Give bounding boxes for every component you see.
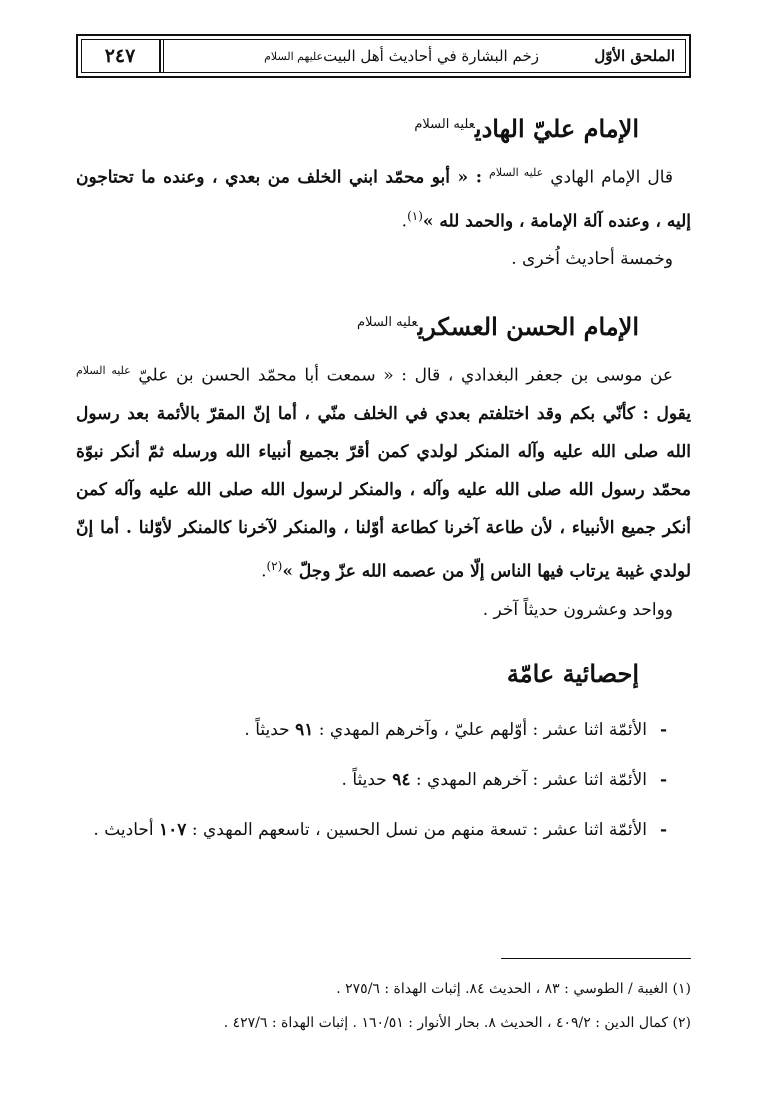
hadith-lead: قال الإمام الهادي — [550, 167, 674, 188]
footnote-1: (١) الغيبة / الطوسي : ٨٣ ، الحديث ٨٤. إثبات الهداة : ٢٧٥/٦ . — [336, 981, 691, 997]
header-divider — [163, 39, 164, 73]
honorific-glyph: عليه السلام — [357, 315, 418, 331]
section-heading-text: الإمام عليّ الهادي — [474, 114, 639, 143]
bullet-dash: - — [659, 819, 667, 840]
honorific-glyph: عليه السلام — [414, 117, 475, 132]
period: . — [261, 561, 267, 582]
hadith-lead: عن موسى بن جعفر البغدادي ، قال : « سمعت أبا محمّد الحسن بن عليّ — [138, 365, 674, 386]
running-title — [264, 36, 539, 76]
stats-item-text: الأئمّة اثنا عشر : آخرهم المهدي : — [415, 769, 647, 790]
honorific-glyph: عليه السلام — [76, 364, 131, 378]
spacer — [76, 278, 691, 298]
bullet-dash: - — [659, 719, 667, 740]
stats-item-number: ١٠٧ — [159, 819, 187, 840]
honorific-glyph: عليهم السلام — [264, 49, 324, 63]
stats-item-suffix: حديثاً . — [341, 769, 387, 790]
period: . — [401, 211, 408, 232]
stats-item-number: ٩٤ — [392, 769, 411, 790]
section-heading-hadi — [76, 100, 691, 154]
stats-item-suffix: حديثاً . — [244, 719, 290, 740]
page-number: ٢٤٧ — [81, 39, 161, 73]
section-heading-text: الإمام الحسن العسكري — [417, 312, 639, 342]
stats-heading: إحصائية عامّة — [506, 658, 639, 688]
stats-item — [76, 811, 691, 849]
count-note-askari: وواحد وعشرون حديثاً آخر . — [482, 599, 673, 620]
hadith-quote: يقول : كأنّي بكم وقد اختلفتم بعدي في الخلف منّي ، أما إنّ المقرّ بالأئمة بعد رسول الله صلى الله عليه وآله المنكر لولدي كمن أقرّ بجميع أنبياء الله ورسله ثمّ أنكر نبوّة محمّد رسول الله صلى الله عليه وآله ، والمنكر لرسول الله صلى الله عليه وآله كمن أنكر جميع الأنبياء ، لأن طاعة آخرنا كطاعة أوّلنا ، والمنكر لآخرنا كالمنكر لأوّلنا . أما إنّ لولدي غيبة يرتاب فيها الناس إلّا من عصمه الله عزّ وجلّ » — [76, 403, 691, 582]
appendix-label: الملحق الأوّل — [594, 47, 675, 65]
bullet-dash: - — [659, 769, 667, 790]
stats-item-text: الأئمّة اثنا عشر : أوّلهم عليّ ، وآخرهم المهدي : — [318, 719, 647, 740]
stats-item-text: الأئمّة اثنا عشر : تسعة منهم من نسل الحسين ، تاسعهم المهدي : — [191, 819, 647, 840]
count-note-hadi: وخمسة أحاديث اُخرى . — [511, 249, 673, 270]
footnote-rule — [501, 958, 691, 959]
stats-item-number: ٩١ — [295, 719, 314, 740]
section-heading-askari — [76, 298, 691, 352]
footnote-2: (٢) كمال الدين : ٤٠٩/٢ ، الحديث ٨. بحار الأنوار : ١٦٠/٥١ . إثبات الهداة : ٤٢٧/٦ . — [223, 1015, 691, 1031]
spacer — [76, 629, 691, 649]
stats-item — [76, 711, 691, 749]
hadith-paragraph-hadi — [76, 154, 691, 240]
footnote-ref: (١) — [407, 208, 423, 223]
stats-item-suffix: أحاديث . — [93, 819, 154, 840]
footnotes — [76, 972, 691, 1040]
hadith-quote: : « أبو محمّد ابني الخلف من بعدي ، وعنده ما تحتاجون إليه ، وعنده آلة الإمامة ، والحمد لله » — [76, 167, 691, 232]
running-header — [76, 34, 691, 78]
page-body — [76, 100, 691, 849]
stats-list — [76, 711, 691, 849]
stats-item — [76, 761, 691, 799]
running-title-text: زخم البشارة في أحاديث أهل البيت — [323, 47, 539, 65]
footnote-ref: (٢) — [266, 558, 283, 573]
honorific-glyph: عليه السلام — [489, 166, 544, 179]
hadith-paragraph-askari — [76, 352, 691, 590]
